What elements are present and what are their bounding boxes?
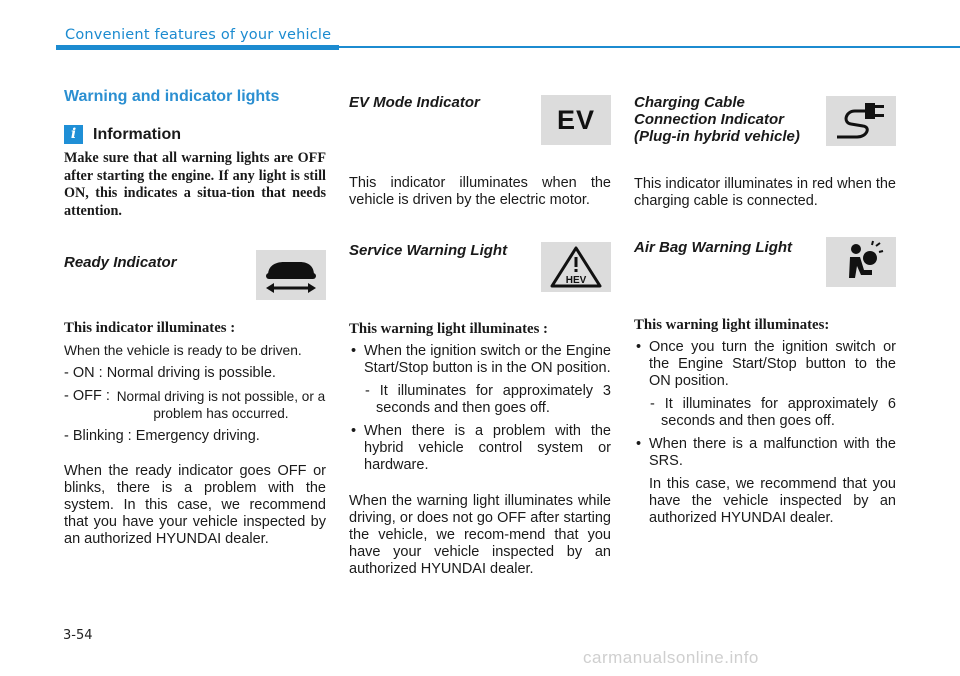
charging-text: This indicator illuminates in red when the charging cable is connected.	[634, 176, 896, 209]
charging-heading	[634, 88, 896, 144]
ready-on: - ON : Normal driving is possible.	[64, 365, 276, 381]
ev-icon-text: EV	[556, 104, 596, 135]
service-bullet-1-sub	[349, 383, 611, 417]
airbag-bullet-2: • When there is a malfunction with the SRS.	[634, 436, 896, 470]
info-title: Information	[93, 125, 181, 143]
service-heading	[349, 242, 611, 292]
ev-heading	[349, 88, 611, 138]
ev-text: This indicator illuminates when the vehicle is driven by the electric motor.	[349, 175, 611, 208]
airbag-title: Air Bag Warning Light	[634, 239, 793, 256]
charging-title-2: Connection Indicator	[634, 111, 784, 128]
info-icon: i	[64, 125, 83, 144]
ready-off-label: - OFF :	[64, 388, 110, 404]
service-icon-text: HEV	[565, 275, 587, 286]
header-rule	[339, 46, 960, 48]
airbag-bullet-1-sub-text: - It illuminates for approximately 6 seconds and then goes off.	[650, 396, 896, 429]
ready-title: Ready Indicator	[64, 254, 177, 271]
airbag-bullet-2-sub: In this case, we recommend that you have the vehicle inspected by an authorized HYUNDAI dealer.	[649, 476, 896, 526]
ready-off-text: Normal driving is not possible, or a problem has occurred.	[116, 389, 326, 421]
page-number: 3-54	[63, 628, 93, 643]
service-paragraph: When the warning light illuminates while driving, or does not go OFF after starting the vehicle, we recom-mend that you have your vehicle inspected by an authorized HYUNDAI dealer.	[349, 493, 611, 577]
info-heading	[64, 125, 326, 144]
airbag-heading	[634, 239, 896, 289]
airbag-warning-icon	[826, 237, 896, 287]
ready-blink: - Blinking : Emergency driving.	[64, 428, 260, 444]
service-bullet-1: • When the ignition switch or the Engine Start/Stop button is in the ON position.	[349, 343, 611, 377]
column-1	[64, 88, 326, 548]
ready-lead: This indicator illuminates :	[64, 320, 236, 336]
ready-paragraph: When the ready indicator goes OFF or blinks, there is a problem with the system. In this case, we recommend that you have your vehicle inspected by an authorized HYUNDAI dealer.	[64, 463, 326, 547]
ready-off	[64, 388, 326, 422]
ev-title: EV Mode Indicator	[349, 94, 480, 111]
info-text: Make sure that all warning lights are OFF after starting the engine. If any light is still ON, this indicates a situa-tion that needs attention.	[64, 150, 326, 219]
charging-title-1: Charging Cable	[634, 94, 745, 111]
airbag-lead: This warning light illuminates:	[634, 317, 830, 333]
ev-indicator-icon	[541, 95, 611, 145]
ready-indicator-icon	[256, 250, 326, 300]
service-lead: This warning light illuminates :	[349, 321, 548, 337]
column-3	[634, 88, 896, 527]
ready-line1: When the vehicle is ready to be driven.	[64, 343, 302, 358]
charging-title-3: (Plug-in hybrid vehicle)	[634, 128, 800, 145]
header-title: Convenient features of your vehicle	[65, 27, 332, 43]
charging-cable-icon	[826, 96, 896, 146]
watermark: carmanualsonline.info	[583, 648, 759, 667]
airbag-bullet-1: • Once you turn the ignition switch or the Engine Start/Stop button to the ON position.	[634, 339, 896, 390]
service-warning-icon	[541, 242, 611, 292]
section-title: Warning and indicator lights	[64, 88, 280, 105]
service-bullet-1-sub-text: - It illuminates for approximately 3 seconds and then goes off.	[365, 383, 611, 416]
airbag-bullet-1-sub	[634, 396, 896, 430]
column-2	[349, 88, 611, 578]
header-bar-accent	[56, 45, 339, 50]
ready-heading	[64, 254, 326, 304]
service-bullet-2: • When there is a problem with the hybrid vehicle control system or hardware.	[349, 423, 611, 474]
service-title: Service Warning Light	[349, 242, 508, 259]
